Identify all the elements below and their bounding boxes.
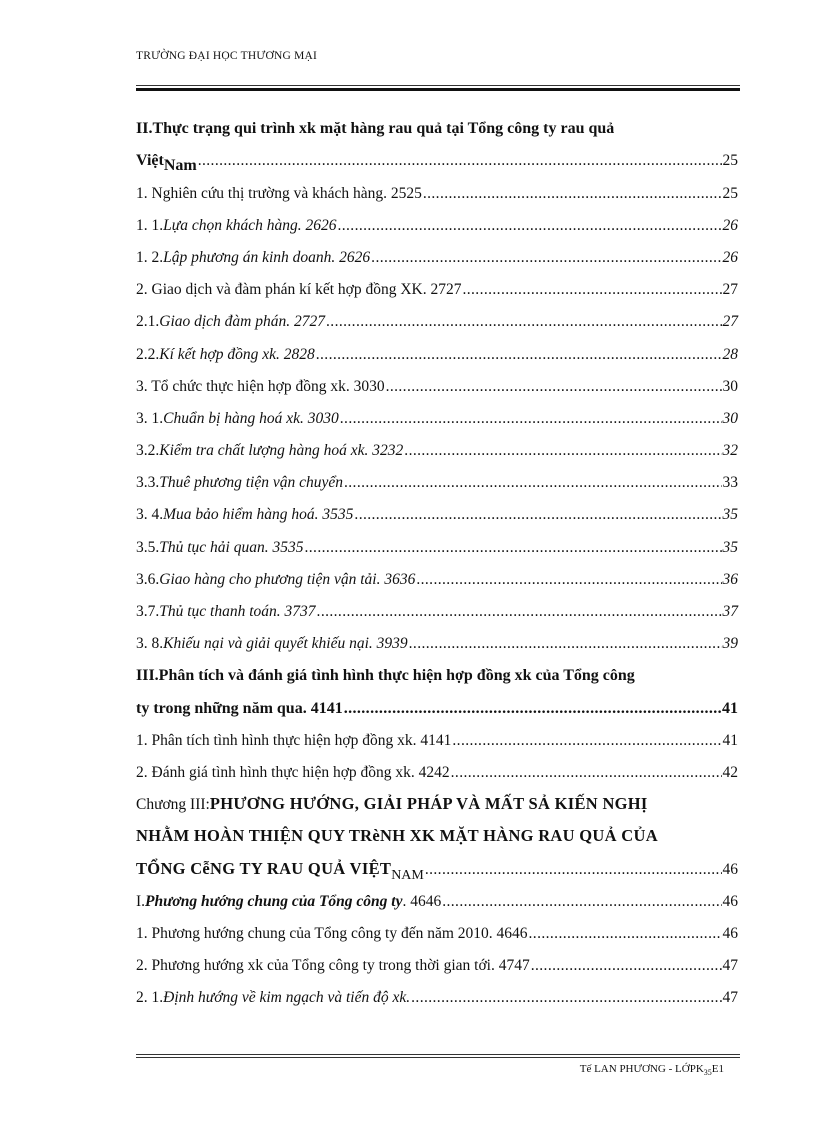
toc-entry-number: 1. 2.	[136, 248, 164, 266]
toc-leader	[337, 217, 721, 235]
toc-page-number: 41	[722, 699, 738, 717]
toc-entry	[136, 852, 738, 884]
toc-entry	[136, 144, 738, 176]
toc-entry-number: 2.2.	[136, 345, 160, 363]
toc-entry-label: Việt	[136, 152, 164, 170]
toc-page-number: 35	[722, 506, 738, 524]
toc-page-number: 42	[722, 763, 738, 781]
toc-chapter-title: TỔNG CễNG TY RAU QUẢ VIỆT	[136, 858, 392, 878]
toc-entry-label: ty trong những năm qua. 4141	[136, 699, 343, 717]
toc-entry-label-suffix: . 4646	[402, 892, 442, 910]
toc-entry	[136, 337, 738, 369]
toc-entry-number: 3.3.	[136, 474, 160, 492]
toc-entry	[136, 788, 738, 820]
toc-entry-label: Thuê phương tiện vận chuyển	[159, 474, 343, 492]
toc-page-number: 27	[722, 313, 738, 331]
footer-author: Tế LAN PHƯƠNG - LỚPK	[579, 1063, 704, 1075]
footer-rule-bottom	[136, 1057, 740, 1058]
toc-entry	[136, 917, 738, 949]
toc-entry-number: 3.5.	[136, 538, 160, 556]
toc-entry	[136, 981, 738, 1013]
toc-entry-label: 1. Nghiên cứu thị trường và khách hàng. 2525	[136, 184, 422, 202]
toc-leader	[411, 989, 721, 1007]
toc-entry	[136, 241, 738, 273]
toc-leader	[317, 603, 722, 621]
toc-entry-label: Khiếu nại và giải quyết khiếu nại. 3939	[163, 635, 408, 653]
toc-entry-label: 2. Phương hướng xk của Tổng công ty trong thời gian tới. 4747	[136, 957, 530, 975]
toc-entry-label-cont: Nam	[163, 157, 197, 175]
toc-entry-label: Chương III:	[136, 796, 210, 814]
toc-leader	[529, 925, 722, 943]
toc-page-number: 32	[722, 442, 738, 460]
footer-class-suffix: E1	[711, 1063, 724, 1075]
toc-page-number: 36	[722, 570, 738, 588]
table-of-contents	[136, 112, 738, 1013]
toc-entry-label: III.Phân tích và đánh giá tình hình thực hiện hợp đồng xk của Tổng công	[136, 667, 635, 685]
toc-entry	[136, 176, 738, 208]
toc-page-number: 25	[722, 152, 738, 170]
toc-entry-number: 3.6.	[136, 570, 160, 588]
toc-entry-label: 1. Phương hướng chung của Tổng công ty đến năm 2010. 4646	[136, 924, 528, 942]
toc-leader	[423, 185, 722, 203]
toc-entry	[136, 885, 738, 917]
toc-page-number: 26	[722, 248, 738, 266]
toc-entry	[136, 466, 738, 498]
toc-entry	[136, 724, 738, 756]
toc-leader	[442, 893, 721, 911]
footer-rule-top	[136, 1054, 740, 1055]
toc-entry	[136, 498, 738, 530]
toc-entry	[136, 691, 738, 723]
toc-entry-label: 2. Đánh giá tình hình thực hiện hợp đồng xk. 4242	[136, 763, 450, 781]
toc-entry	[136, 756, 738, 788]
toc-leader	[371, 249, 721, 267]
toc-entry	[136, 530, 738, 562]
header-rule-thin	[136, 85, 740, 86]
toc-entry	[136, 402, 738, 434]
toc-entry	[136, 434, 738, 466]
toc-leader	[425, 861, 722, 879]
toc-page-number: 35	[722, 538, 738, 556]
toc-entry-number: 2. 1.	[136, 989, 164, 1007]
toc-entry	[136, 273, 738, 305]
toc-entry	[136, 595, 738, 627]
toc-leader	[354, 506, 721, 524]
toc-entry	[136, 659, 738, 691]
toc-entry-label: Lựa chọn khách hàng. 2626	[163, 216, 337, 234]
toc-page-number: 26	[722, 216, 738, 234]
toc-leader	[344, 474, 722, 492]
toc-entry-label: Chuẩn bị hàng hoá xk. 3030	[163, 409, 339, 427]
toc-page-number: 41	[722, 731, 738, 749]
toc-page-number: 28	[722, 345, 738, 363]
toc-entry	[136, 627, 738, 659]
toc-entry-number: I.	[136, 892, 146, 910]
toc-entry-label: Kiểm tra chất lượng hàng hoá xk. 3232	[159, 442, 404, 460]
toc-page-number: 47	[722, 957, 738, 975]
toc-entry-number: 3. 4.	[136, 506, 164, 524]
toc-leader	[404, 442, 721, 460]
toc-leader	[416, 571, 721, 589]
toc-entry-label: 1. Phân tích tình hình thực hiện hợp đồng xk. 4141	[136, 731, 452, 749]
toc-entry-number: 3. 8.	[136, 635, 164, 653]
toc-entry-label: Phương hướng chung của Tổng công ty	[145, 892, 403, 910]
toc-leader	[462, 281, 721, 299]
toc-entry-label: Định hướng về kim ngạch và tiến độ xk.	[163, 989, 411, 1007]
toc-page-number: 46	[722, 860, 738, 878]
toc-page-number: 37	[722, 603, 738, 620]
toc-entry-number: 3. 1.	[136, 409, 164, 427]
toc-leader	[531, 957, 722, 975]
toc-page-number: 46	[722, 892, 738, 910]
toc-entry	[136, 949, 738, 981]
toc-page-number: 30	[722, 377, 738, 395]
toc-leader	[452, 732, 721, 750]
toc-entry-label: Mua bảo hiểm hàng hoá. 3535	[163, 506, 354, 524]
toc-entry	[136, 563, 738, 595]
toc-leader	[326, 313, 721, 331]
toc-entry-label: Giao hàng cho phương tiện vận tải. 3636	[159, 570, 416, 588]
toc-leader	[386, 378, 722, 396]
toc-entry-number: 3.2.	[136, 442, 160, 460]
header-rule-thick	[136, 88, 740, 91]
toc-entry	[136, 820, 738, 852]
toc-entry-label: 2. Giao dịch và đàm phán kí kết hợp đồng XK. 2727	[136, 281, 462, 299]
toc-page-number: 33	[722, 474, 738, 492]
toc-page-number: 39	[722, 635, 738, 653]
toc-leader	[409, 635, 722, 653]
toc-entry-label: 3. Tổ chức thực hiện hợp đồng xk. 3030	[136, 377, 385, 395]
toc-chapter-title: NHẰM HOÀN THIỆN QUY TRèNH XK MẶT HÀNG RAU QUẢ CỦA	[136, 826, 658, 846]
toc-page-number: 46	[722, 924, 738, 942]
toc-leader	[344, 700, 721, 718]
toc-entry	[136, 370, 738, 402]
toc-leader	[305, 539, 722, 557]
toc-leader	[340, 410, 722, 428]
toc-entry-number: 3.7.	[136, 603, 160, 620]
toc-entry-label: Thủ tục thanh toán. 3737	[159, 603, 316, 620]
toc-entry-label: Kí kết hợp đồng xk. 2828	[159, 345, 315, 363]
footer-class-sub: 35	[703, 1068, 712, 1078]
toc-entry	[136, 112, 738, 144]
toc-leader	[198, 152, 722, 170]
toc-entry	[136, 209, 738, 241]
toc-entry-label: Thủ tục hải quan. 3535	[159, 538, 304, 556]
toc-page-number: 25	[722, 184, 738, 202]
toc-page-number: 30	[722, 409, 738, 427]
toc-chapter-title: PHƯƠNG HƯỚNG, GIẢI PHÁP VÀ MẤT SẢ KIẾN NGHỊ	[209, 794, 648, 814]
page-header: TRƯỜNG ĐẠI HỌC THƯƠNG MẠI	[136, 50, 318, 62]
toc-entry	[136, 305, 738, 337]
toc-leader	[316, 346, 722, 364]
toc-entry-label: II.Thực trạng qui trình xk mặt hàng rau quả tại Tổng công ty rau quả	[136, 120, 615, 138]
toc-page-number: 27	[722, 281, 738, 299]
toc-chapter-title-cont: NAM	[391, 867, 424, 883]
toc-entry-number: 1. 1.	[136, 216, 164, 234]
toc-entry-label: Lập phương án kinh doanh. 2626	[163, 248, 371, 266]
toc-entry-number: 2.1.	[136, 313, 160, 331]
toc-page-number: 47	[722, 989, 738, 1007]
toc-leader	[451, 764, 722, 782]
page-footer	[580, 1063, 724, 1077]
toc-entry-label: Giao dịch đàm phán. 2727	[159, 313, 326, 331]
